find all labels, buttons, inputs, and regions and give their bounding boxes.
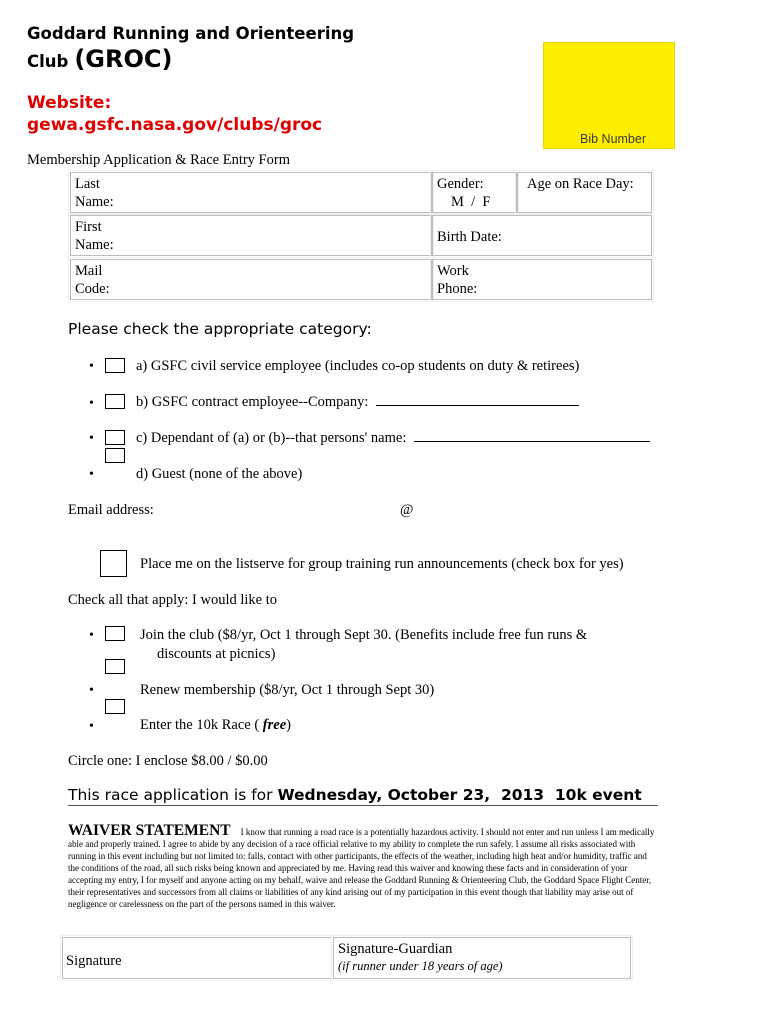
work-phone-label-2: Phone: [437,281,478,297]
guardian-signature-label: Signature-Guardian [338,941,453,957]
category-b-label: b) GSFC contract employee--Company: [136,394,369,410]
last-name-label: Last [75,176,100,192]
gender-field[interactable] [432,172,517,213]
listserve-label: Place me on the listserve for group training run announcements (check box for yes) [140,556,624,572]
signature-label: Signature [66,953,122,969]
category-a-label: a) GSFC civil service employee (includes co-op students on duty & retirees) [136,358,580,374]
waiver-heading: WAIVER STATEMENT [68,822,231,839]
email-at-sign: @ [400,502,414,518]
website-url[interactable]: gewa.gsfc.nasa.gov/clubs/groc [27,115,323,135]
work-phone-label: Work [437,263,469,279]
category-a-checkbox[interactable] [105,358,125,373]
mail-code-field[interactable] [70,259,432,300]
category-b-row [136,394,579,411]
race-event: Wednesday, October 23, 2013 10k event [277,786,642,804]
bib-number-label: Bib Number [580,132,646,146]
bullet: • [89,467,94,482]
last-name-field[interactable] [70,172,432,213]
org-title: Goddard Running and Orienteering [27,24,355,43]
race-entry-free: free [262,717,287,733]
age-label: Age on Race Day: [527,176,634,192]
circle-one: Circle one: I enclose $8.00 / $0.00 [68,753,268,769]
form-title: Membership Application & Race Entry Form [27,152,290,168]
bib-number-box [543,42,675,149]
apply-intro: Check all that apply: I would like to [68,592,277,608]
website-block [27,92,322,136]
waiver-text: I know that running a road race is a potentially hazardous activity. I should not enter and run unless I am medically able and properly trained. I agree to abide by any decision of a race official relative to my ability to complete the run safely. I assume all risks associated with running in this event including but not limited to: falls, contact with other participants, the effects of the weather, including high heat and/or humidity, traffic and the conditions of the road, all such risks being known and appreciated by me. Having read this waiver and knowing these facts and in consideration of your accepting my entry, I for myself and anyone acting on my behalf, waive and release the Goddard Running & Orienteering Club, the Goddard Space Flight Center, their representatives and successors from all claims or liabilities of any kind arising out of my participation in this event though that liability may arise out of negligence or carelessness on the part of the persons named in this waiver. [68,827,655,909]
renew-checkbox[interactable] [105,659,125,674]
bullet: • [89,359,94,374]
first-name-label: First [75,219,102,235]
bullet: • [89,683,94,698]
company-blank[interactable] [376,405,579,406]
race-prefix: This race application is for [68,786,278,804]
gender-options: M / F [451,194,491,210]
category-d-label: d) Guest (none of the above) [136,466,303,482]
listserve-checkbox[interactable] [100,550,127,577]
category-c-row [136,430,650,447]
category-question: Please check the appropriate category: [68,320,372,338]
gender-label: Gender: [437,176,484,192]
bullet: • [89,719,94,734]
last-name-label-2: Name: [75,194,114,210]
join-club-checkbox[interactable] [105,626,125,641]
org-club: Club [27,52,69,71]
guardian-note: (if runner under 18 years of age) [338,959,503,973]
race-entry-suffix: ) [286,717,291,733]
waiver-statement [68,822,660,910]
mail-code-label-2: Code: [75,281,110,297]
join-club-label: Join the club ($8/yr, Oct 1 through Sept 30. (Benefits include free fun runs & [140,627,588,643]
join-club-label-2: discounts at picnics) [157,646,276,662]
first-name-field[interactable] [70,215,432,256]
bullet: • [89,431,94,446]
category-d-checkbox[interactable] [105,448,125,463]
birth-date-field[interactable] [432,215,652,256]
age-field[interactable] [517,172,652,213]
signature-field[interactable] [62,937,332,979]
website-label: Website: [27,93,112,113]
bullet: • [89,628,94,643]
org-abbrev: (GROC) [74,45,173,73]
mail-code-label: Mail [75,263,103,279]
birth-date-label: Birth Date: [437,229,502,245]
category-c-checkbox[interactable] [105,430,125,445]
race-application-line [68,786,658,806]
race-entry-prefix: Enter the 10k Race ( [140,717,263,733]
org-title-line2 [27,45,172,73]
category-b-checkbox[interactable] [105,394,125,409]
first-name-label-2: Name: [75,237,114,253]
bullet: • [89,396,94,411]
email-label: Email address: [68,502,154,518]
category-c-label: c) Dependant of (a) or (b)--that persons' name: [136,430,407,446]
guardian-signature-field[interactable] [333,937,631,979]
race-entry-label [140,717,291,734]
race-entry-checkbox[interactable] [105,699,125,714]
dependant-name-blank[interactable] [414,441,650,442]
work-phone-field[interactable] [432,259,652,300]
renew-label: Renew membership ($8/yr, Oct 1 through Sept 30) [140,682,435,698]
